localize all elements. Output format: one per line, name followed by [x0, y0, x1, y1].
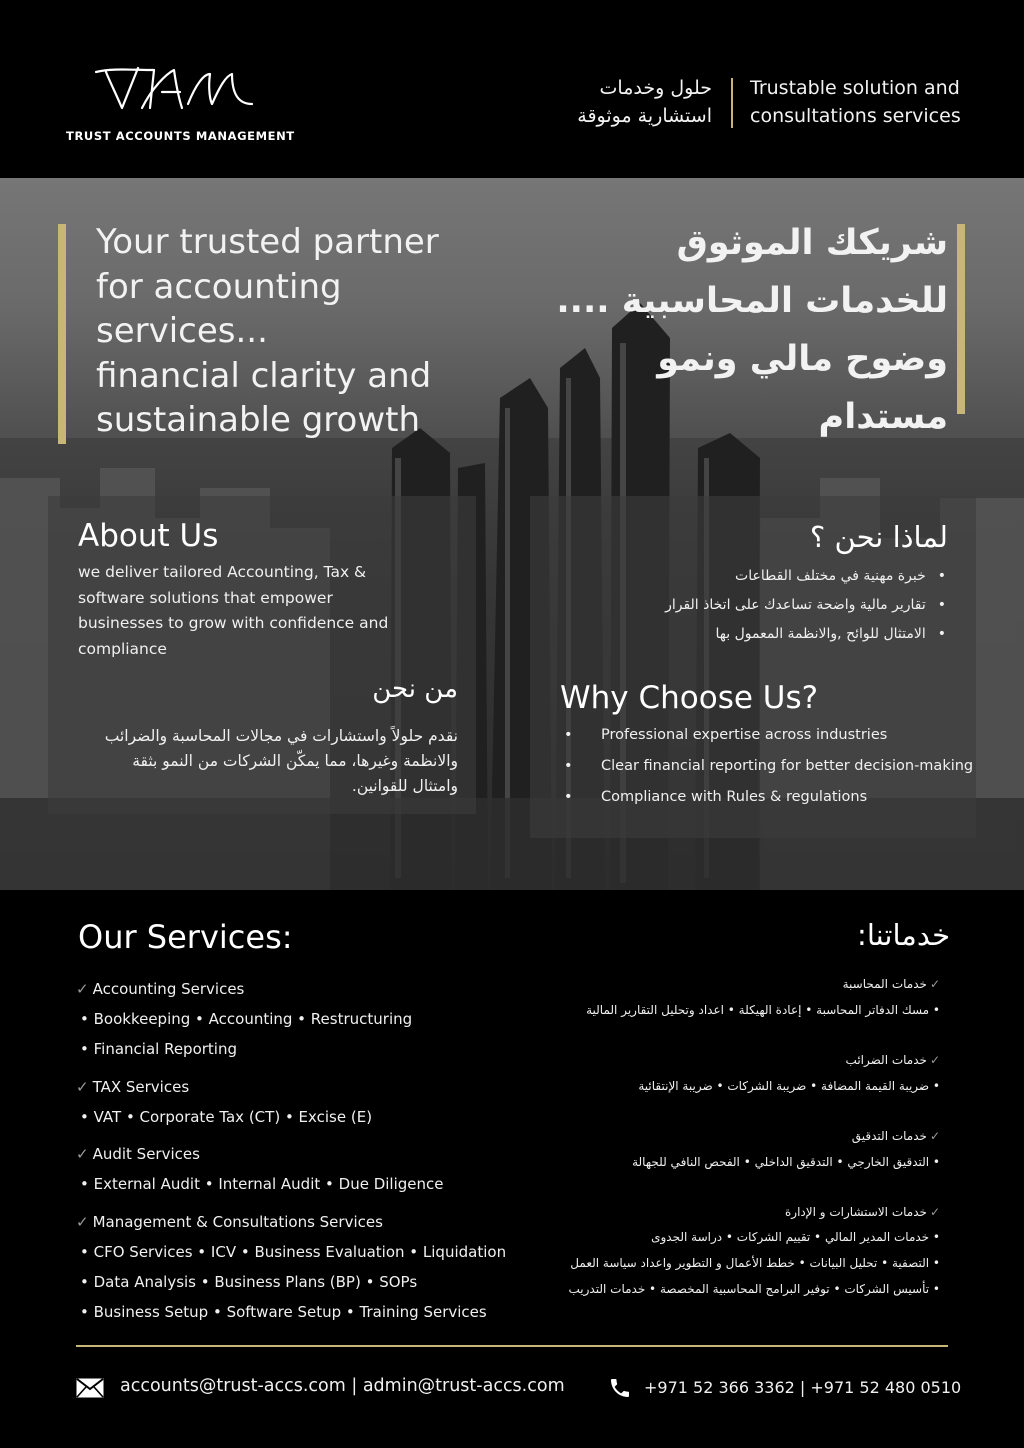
about-text: we deliver tailored Accounting, Tax & software solutions that empower businesses to grow with confidence and compliance	[78, 563, 389, 658]
tagline-ar-line1: حلول وخدمات	[599, 77, 712, 99]
hero-ar-line: للخدمات المحاسبية ....	[556, 281, 948, 321]
why-title-ar: لماذا نحن ؟	[809, 520, 948, 554]
service-line: • Business Setup • Software Setup • Training Services	[80, 1303, 487, 1321]
envelope-icon	[76, 1378, 104, 1398]
service-line: • Bookkeeping • Accounting • Restructuring	[80, 1010, 413, 1028]
check-icon: ✓	[76, 980, 89, 998]
service-line-ar: • خدمات المدير المالي • تقييم الشركات • دراسة الجدوى	[651, 1230, 940, 1244]
hero-heading-ar	[530, 214, 948, 446]
hero-en-line: sustainable growth	[96, 400, 421, 440]
service-heading-tax-ar: ✓خدمات الضرائب	[845, 1053, 940, 1067]
why-list-en	[560, 720, 980, 813]
about-title-ar: من نحن	[372, 674, 458, 704]
hero-en-line: services...	[96, 311, 268, 351]
service-line-ar: • تأسيس الشركات • توفير البرامج المحاسبية المخصصة • خدمات التدريب	[568, 1282, 940, 1296]
services-title-ar: خدماتنا:	[857, 918, 950, 952]
why-title-en: Why Choose Us?	[560, 680, 819, 716]
service-line-ar: • مسك الدفاتر المحاسبة • إعادة الهيكلة • اعداد وتحليل التقارير المالية	[586, 1003, 940, 1017]
hero-heading-en	[96, 220, 516, 443]
hero-ar-line: مستدام	[818, 397, 948, 437]
service-heading-audit-ar: ✓خدمات التدقيق	[851, 1129, 940, 1143]
contact-emails[interactable]: accounts@trust-accs.com | admin@trust-accs.com	[120, 1376, 565, 1396]
tagline-en	[750, 74, 1010, 130]
tagline-ar-line2: استشارية موثوقة	[577, 105, 712, 127]
service-line: • Financial Reporting	[80, 1040, 237, 1058]
service-heading-accounting-ar: ✓خدمات المحاسبة	[842, 977, 940, 991]
list-item: • Professional expertise across industries	[560, 720, 980, 751]
tagline-divider	[731, 78, 733, 128]
check-icon: ✓	[76, 1213, 89, 1231]
service-line: • Data Analysis • Business Plans (BP) • SOPs	[80, 1273, 418, 1291]
accent-bar-left	[58, 224, 66, 444]
check-icon: ✓	[76, 1078, 89, 1096]
list-item: • تقارير مالية واضحة تساعدك على اتخاذ القرار	[560, 591, 946, 620]
service-line: • VAT • Corporate Tax (CT) • Excise (E)	[80, 1108, 373, 1126]
service-line-ar: • التدقيق الخارجي • التدقيق الداخلي • الفحص النافي للجهالة	[632, 1155, 940, 1169]
hero-ar-line: وضوح مالي ونمو	[657, 339, 948, 379]
hero-en-line: financial clarity and	[96, 355, 432, 396]
service-heading-audit: ✓ Audit Services	[76, 1145, 200, 1163]
service-line-ar: • التصفية • تحليل البيانات • خطط الأعمال و التطوير واعداد سياسة العمل	[570, 1256, 940, 1270]
list-item: • خبرة مهنية في مختلف القطاعات	[560, 562, 946, 591]
hero-ar-line: شريكك الموثوق	[676, 223, 948, 263]
list-item: • الامتثال للوائح ,والانظمة المعمول بها	[560, 620, 946, 649]
about-text-ar: نقدم حلولاً واستشارات في مجالات المحاسبة والضرائب والانظمة وغيرها، مما يمكّن الشركات من النمو بثقة وامتثال للقوانين.	[104, 727, 458, 795]
service-heading-tax: ✓ TAX Services	[76, 1078, 190, 1096]
tagline-ar	[520, 74, 712, 130]
list-item: • Compliance with Rules & regulations	[560, 782, 980, 813]
service-line: • CFO Services • ICV • Business Evaluation • Liquidation	[80, 1243, 507, 1261]
service-heading-management: ✓ Management & Consultations Services	[76, 1213, 383, 1231]
check-icon: ✓	[929, 977, 940, 991]
accent-bar-right	[957, 224, 965, 414]
service-heading-management-ar: ✓خدمات الاستشارات و الإدارة	[785, 1205, 940, 1219]
contact-phones[interactable]: +971 52 366 3362 | +971 52 480 0510	[644, 1378, 962, 1397]
check-icon: ✓	[929, 1129, 940, 1143]
service-line: • External Audit • Internal Audit • Due Diligence	[80, 1175, 444, 1193]
check-icon: ✓	[929, 1205, 940, 1219]
service-heading-accounting: ✓ Accounting Services	[76, 980, 245, 998]
why-list-ar	[560, 562, 946, 649]
phone-icon	[608, 1376, 632, 1400]
hero-en-line: Your trusted partner	[96, 222, 439, 262]
tagline-en-line2: consultations services	[750, 105, 961, 127]
services-title-en: Our Services:	[78, 918, 293, 956]
tagline-en-line1: Trustable solution and	[750, 77, 960, 99]
service-line-ar: • ضريبة القيمة المضافة • ضريبة الشركات • ضريبة الإنتقائية	[638, 1079, 940, 1093]
check-icon: ✓	[76, 1145, 89, 1163]
about-title: About Us	[78, 518, 219, 554]
footer-divider	[76, 1345, 948, 1347]
brand-name: TRUST ACCOUNTS MANAGEMENT	[66, 129, 295, 143]
check-icon: ✓	[929, 1053, 940, 1067]
list-item: • Clear financial reporting for better decision-making	[560, 751, 980, 782]
tam-logo-icon	[92, 64, 258, 114]
hero-en-line: for accounting	[96, 266, 342, 307]
